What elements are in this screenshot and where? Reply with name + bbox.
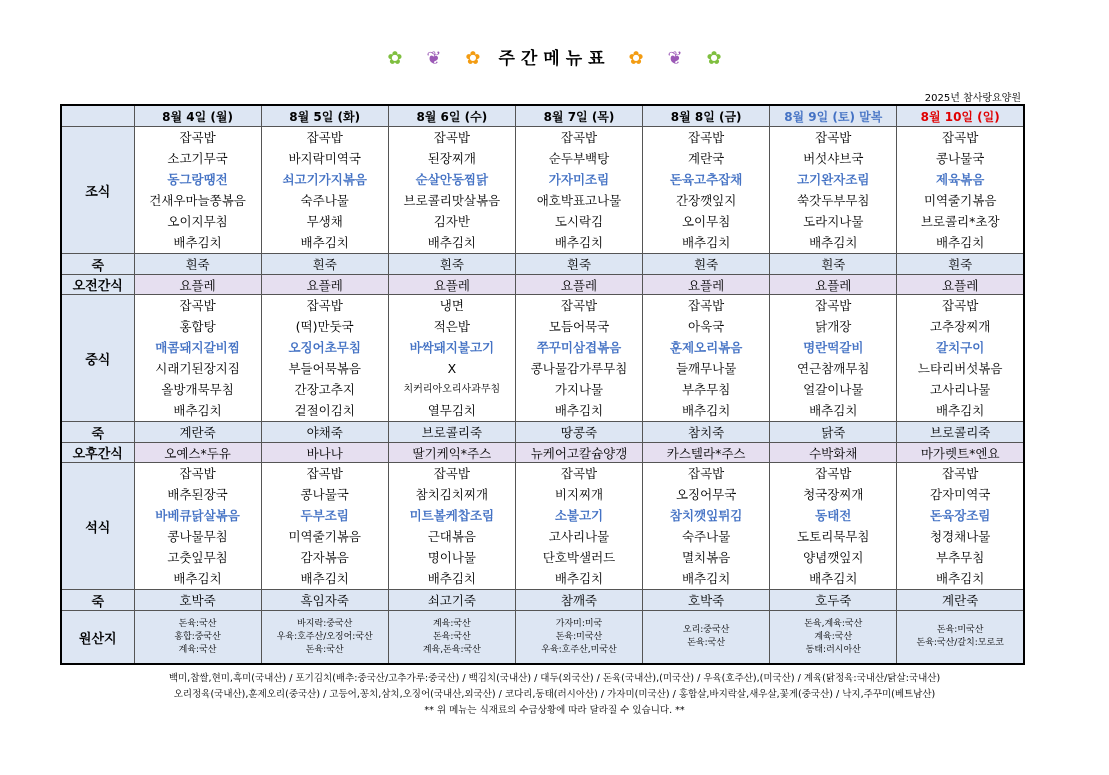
- menu-item: 훈제오리볶음: [669, 340, 743, 355]
- menu-item: 잡곡밥: [688, 466, 725, 481]
- am_snack-cell: 요플레: [515, 275, 642, 295]
- page-title-text: 주간메뉴표: [498, 49, 611, 69]
- menu-item: 동태전: [815, 508, 852, 523]
- menu-item: 오이무침: [681, 214, 731, 229]
- menu-item: 잡곡밥: [942, 130, 979, 145]
- menu-item: 배추김치: [427, 235, 476, 250]
- meal-label: 석식: [61, 463, 134, 590]
- menu-item: 잡곡밥: [560, 130, 598, 145]
- menu-item: 배추김치: [554, 235, 604, 250]
- menu-item: 비지찌개: [554, 487, 604, 502]
- breakfast_porridge-cell: 흰죽: [897, 254, 1024, 275]
- breakfast-cell: [134, 127, 261, 254]
- menu-item: 명이나물: [427, 550, 476, 565]
- menu-item: 부추무침: [681, 382, 731, 397]
- menu-item: 브로콜리*초장: [920, 214, 1000, 229]
- menu-item: 돈육장조림: [929, 508, 991, 523]
- menu-item: 부들어묵볶음: [288, 361, 361, 376]
- origin-line: 동태:러시아산: [805, 644, 861, 655]
- menu-item: 부추무침: [936, 550, 985, 565]
- origin-cell: [897, 611, 1024, 665]
- menu-item: 무생채: [306, 214, 343, 229]
- pm_snack-cell: 마가렛트*엔요: [897, 443, 1024, 463]
- dinner_porridge-cell: 호박죽: [134, 590, 261, 611]
- menu-item: 배추김치: [936, 571, 985, 586]
- day-header: 8월 4일 (월): [134, 105, 261, 127]
- menu-item: 가자미조림: [548, 172, 610, 187]
- lunch-cell: [897, 295, 1024, 422]
- breakfast_porridge-cell: 흰죽: [261, 254, 388, 275]
- menu-item: 감자미역국: [929, 487, 991, 502]
- menu-item: 고사리나물: [548, 529, 610, 544]
- meal-label: 원산지: [61, 611, 134, 665]
- organization-name: 2025년 참사랑요양원: [924, 93, 1021, 104]
- menu-item: 미역줄기볶음: [923, 193, 997, 208]
- menu-item: 잡곡밥: [815, 466, 852, 481]
- lunch_porridge-cell: 계란죽: [134, 422, 261, 443]
- menu-item: 애호박표고나물: [536, 193, 622, 208]
- origin-line: 우육:호주산/오징어:국산: [276, 631, 373, 642]
- meal-label: 죽: [61, 590, 134, 611]
- menu-item: 명란떡갈비: [803, 340, 864, 355]
- menu-item: 숙주나물: [681, 529, 731, 544]
- breakfast_porridge-cell: 흰죽: [388, 254, 515, 275]
- menu-item: 홍합탕: [179, 319, 216, 334]
- menu-item: 닭개장: [815, 319, 852, 334]
- origin-line: 돈육:국산: [305, 644, 344, 655]
- menu-item: 잡곡밥: [433, 466, 470, 481]
- lunch_porridge-cell: 브로콜리죽: [897, 422, 1024, 443]
- menu-item: 잡곡밥: [560, 466, 598, 481]
- menu-item: 잡곡밥: [942, 466, 979, 481]
- breakfast_porridge-cell: 흰죽: [134, 254, 261, 275]
- menu-item: 제육볶음: [936, 172, 985, 187]
- menu-item: 시래기된장지짐: [155, 361, 240, 376]
- menu-item: 계란국: [688, 151, 725, 166]
- menu-item: 근대볶음: [427, 529, 476, 544]
- dinner_porridge-cell: 참깨죽: [515, 590, 642, 611]
- disclaimer-note: ** 위 메뉴는 식재료의 수급상황에 따라 달라질 수 있습니다. **: [424, 705, 685, 716]
- day-header: 8월 9일 (토) 말복: [770, 105, 897, 127]
- dinner_porridge-cell: 쇠고기죽: [388, 590, 515, 611]
- day-header-row: [61, 105, 1024, 127]
- lunch-cell: [134, 295, 261, 422]
- am_snack-row: [61, 275, 1024, 295]
- am_snack-cell: 요플레: [770, 275, 897, 295]
- menu-item: 두부조림: [300, 508, 349, 523]
- pm_snack-cell: 오예스*두유: [134, 443, 261, 463]
- lunch-row: [61, 295, 1024, 422]
- origin-line: 오리:중국산: [682, 625, 730, 635]
- menu-item: 오징어무국: [675, 487, 737, 502]
- menu-item: 모듬어묵국: [548, 319, 610, 334]
- origin-line: 계육:국산: [178, 644, 217, 655]
- menu-item: 배추김치: [427, 571, 476, 586]
- dinner-cell: [134, 463, 261, 590]
- menu-item: 미역줄기볶음: [288, 529, 361, 544]
- am_snack-cell: 요플레: [643, 275, 770, 295]
- origin-line: 돈육:미국산: [936, 625, 984, 635]
- page-title: [0, 44, 1109, 69]
- menu-item: 느타리버섯볶음: [917, 361, 1003, 376]
- am_snack-cell: 요플레: [134, 275, 261, 295]
- menu-item: 배추김치: [809, 403, 858, 418]
- menu-item: 김자반: [433, 214, 470, 229]
- lunch_porridge-row: [61, 422, 1024, 443]
- day-header: 8월 5일 (화): [261, 105, 388, 127]
- menu-item: 참치깻잎튀김: [669, 508, 743, 523]
- breakfast-cell: [897, 127, 1024, 254]
- flower-icon: ❦: [667, 48, 683, 69]
- lunch-cell: [388, 295, 515, 422]
- origin-cell: [134, 611, 261, 665]
- menu-item: 배추김치: [681, 571, 731, 586]
- lunch_porridge-cell: 야채죽: [261, 422, 388, 443]
- lunch-cell: [515, 295, 642, 422]
- menu-item: 배추김치: [554, 571, 604, 586]
- flower-icon: ✿: [387, 48, 403, 69]
- dinner-cell: [643, 463, 770, 590]
- menu-item: 배추김치: [554, 403, 604, 418]
- dinner-cell: [897, 463, 1024, 590]
- menu-item: 고사리나물: [929, 382, 991, 397]
- breakfast-cell: [643, 127, 770, 254]
- menu-item: 고춧잎무침: [167, 550, 228, 565]
- menu-item: 배추김치: [936, 235, 985, 250]
- origin-line: 돈육:국산: [178, 618, 217, 629]
- menu-item: 브로콜리맛살볶음: [403, 193, 501, 208]
- origin-line: 계육:국산: [432, 618, 471, 629]
- menu-item: 청경채나물: [929, 529, 991, 544]
- menu-item: 오이지무침: [167, 214, 228, 229]
- menu-item: 아욱국: [688, 319, 725, 334]
- menu-table: [60, 104, 1025, 665]
- breakfast-cell: [770, 127, 897, 254]
- menu-item: (떡)만둣국: [295, 319, 354, 334]
- menu-item: 멸치볶음: [681, 550, 731, 565]
- menu-item: 도시락김: [554, 214, 604, 229]
- menu-item: 순살안동찜닭: [415, 172, 489, 187]
- origin-line: 돈육:국산/갈치:모로코: [916, 638, 1004, 648]
- pm_snack-cell: 카스텔라*주스: [643, 443, 770, 463]
- menu-item: 배추김치: [809, 571, 858, 586]
- menu-item: 배추김치: [300, 235, 349, 250]
- menu-item: X: [447, 361, 457, 376]
- menu-item: 얼갈이나물: [803, 382, 864, 397]
- origin-note: 백미,찹쌀,현미,흑미(국내산) / 포기김치(배추:중국산/고추가루:중국산) / 백김치(국내산) / 대두(외국산) / 돈육(국내산),(미국산) / 우육(호주산),(미국산) / 계육(닭정육:국내산/닭살:국내산): [168, 673, 941, 684]
- origin-cell: [515, 611, 642, 665]
- breakfast_porridge-cell: 흰죽: [643, 254, 770, 275]
- menu-item: 고기완자조림: [797, 172, 870, 187]
- dinner_porridge-cell: 호박죽: [643, 590, 770, 611]
- lunch-cell: [261, 295, 388, 422]
- lunch_porridge-cell: 땅콩죽: [515, 422, 642, 443]
- origin-line: 돈육:국산: [687, 638, 726, 648]
- menu-item: 매콤돼지갈비찜: [155, 340, 240, 355]
- menu-item: 쭈꾸미삼겹볶음: [536, 340, 622, 355]
- menu-item: 잡곡밥: [306, 298, 343, 313]
- dinner_porridge-cell: 흑임자죽: [261, 590, 388, 611]
- menu-item: 열무김치: [427, 403, 476, 418]
- lunch_porridge-cell: 닭죽: [770, 422, 897, 443]
- origin-line: 돈육,계육:국산: [804, 618, 863, 629]
- am_snack-cell: 요플레: [261, 275, 388, 295]
- origin-cell: [261, 611, 388, 665]
- menu-item: 연근참깨무침: [797, 361, 870, 376]
- menu-item: 양념깻잎지: [803, 550, 864, 565]
- menu-item: 잡곡밥: [815, 298, 852, 313]
- menu-item: 치커리아오리사과무침: [403, 384, 501, 395]
- menu-item: 냉면: [439, 298, 464, 313]
- meal-label: 조식: [61, 127, 134, 254]
- pm_snack-cell: 수박화채: [770, 443, 897, 463]
- dinner_porridge-row: [61, 590, 1024, 611]
- dinner-cell: [261, 463, 388, 590]
- breakfast_porridge-cell: 흰죽: [770, 254, 897, 275]
- am_snack-cell: 요플레: [388, 275, 515, 295]
- menu-item: 잡곡밥: [179, 466, 216, 481]
- menu-item: 배추김치: [173, 571, 222, 586]
- origin-line: 계육,돈육:국산: [422, 644, 481, 655]
- menu-item: 잡곡밥: [560, 298, 598, 313]
- menu-item: 참치김치찌개: [415, 487, 489, 502]
- menu-item: 콩나물국: [300, 487, 349, 502]
- menu-item: 배추김치: [936, 403, 985, 418]
- menu-item: 들깨무나물: [675, 361, 737, 376]
- flower-icon: ✿: [706, 48, 722, 69]
- origin-cell: [388, 611, 515, 665]
- lunch_porridge-cell: 참치죽: [643, 422, 770, 443]
- flower-icon: ✿: [465, 48, 481, 69]
- dinner-cell: [515, 463, 642, 590]
- dinner-cell: [388, 463, 515, 590]
- dinner-cell: [770, 463, 897, 590]
- origin-line: 가자미:미국: [555, 618, 603, 629]
- menu-item: 소고기무국: [167, 151, 228, 166]
- day-header: 8월 6일 (수): [388, 105, 515, 127]
- pm_snack-cell: 바나나: [261, 443, 388, 463]
- lunch-cell: [770, 295, 897, 422]
- menu-item: 갈치구이: [936, 340, 985, 355]
- menu-item: 잡곡밥: [688, 130, 725, 145]
- menu-item: 배추된장국: [167, 487, 228, 502]
- meal-label: 죽: [61, 422, 134, 443]
- menu-item: 버섯샤브국: [803, 151, 864, 166]
- menu-item: 고추장찌개: [929, 319, 991, 334]
- menu-item: 배추김치: [173, 235, 222, 250]
- menu-item: 잡곡밥: [306, 130, 343, 145]
- menu-item: 감자볶음: [300, 550, 349, 565]
- pm_snack-cell: 뉴케어고칼슘양갱: [515, 443, 642, 463]
- menu-item: 쇠고기가지볶음: [282, 172, 367, 187]
- menu-item: 잡곡밥: [942, 298, 979, 313]
- day-header: 8월 7일 (목): [515, 105, 642, 127]
- menu-item: 잡곡밥: [815, 130, 852, 145]
- menu-item: 오징어초무침: [288, 340, 361, 355]
- menu-item: 배추김치: [681, 403, 731, 418]
- origin-line: 바지락:중국산: [297, 618, 353, 629]
- day-header: 8월 10일 (일): [897, 105, 1024, 127]
- menu-item: 배추김치: [173, 403, 222, 418]
- menu-item: 청국장찌개: [803, 487, 864, 502]
- menu-item: 잡곡밥: [688, 298, 725, 313]
- breakfast-cell: [261, 127, 388, 254]
- menu-item: 바싹돼지불고기: [409, 340, 495, 355]
- day-header: 8월 8일 (금): [643, 105, 770, 127]
- flower-icon: ✿: [628, 48, 644, 69]
- menu-item: 된장찌개: [427, 151, 476, 166]
- flower-icon: ❦: [426, 48, 442, 69]
- lunch_porridge-cell: 브로콜리죽: [388, 422, 515, 443]
- menu-item: 건새우마늘쫑볶음: [149, 193, 246, 208]
- menu-item: 잡곡밥: [179, 298, 216, 313]
- meal-label: 죽: [61, 254, 134, 275]
- origin-line: 홍합:중국산: [174, 631, 221, 642]
- menu-item: 배추김치: [300, 571, 349, 586]
- breakfast_porridge-cell: 흰죽: [515, 254, 642, 275]
- pm_snack-row: [61, 443, 1024, 463]
- menu-item: 간장고추지: [294, 382, 355, 397]
- menu-item: 동그랑땡전: [167, 172, 228, 187]
- menu-item: 순두부백탕: [548, 151, 610, 166]
- menu-item: 단호박샐러드: [542, 550, 616, 565]
- menu-item: 올방개묵무침: [161, 382, 234, 397]
- menu-item: 배추김치: [681, 235, 731, 250]
- lunch-cell: [643, 295, 770, 422]
- breakfast-cell: [515, 127, 642, 254]
- menu-item: 잡곡밥: [433, 130, 470, 145]
- breakfast_porridge-row: [61, 254, 1024, 275]
- menu-item: 도토리묵무침: [797, 529, 870, 544]
- menu-item: 잡곡밥: [179, 130, 216, 145]
- corner-cell: [61, 105, 134, 127]
- dinner_porridge-cell: 계란죽: [897, 590, 1024, 611]
- menu-item: 미트볼케찹조림: [409, 508, 495, 523]
- menu-item: 도라지나물: [803, 214, 864, 229]
- menu-item: 콩나물국: [936, 151, 985, 166]
- origin-note: 오리정육(국내산),훈제오리(중국산) / 고등어,꽁치,삼치,오징어(국내산,외국산) / 코다리,동태(러시아산) / 가자미(미국산) / 홍합살,바지락살,새우살,꽃게(중국산) / 낙지,주꾸미(베트남산): [173, 689, 936, 700]
- pm_snack-cell: 딸기케익*주스: [388, 443, 515, 463]
- breakfast-row: [61, 127, 1024, 254]
- origin-cell: [770, 611, 897, 665]
- origin-cell: [643, 611, 770, 665]
- origin-line: 돈육:미국산: [555, 631, 603, 642]
- menu-item: 바지락미역국: [288, 151, 361, 166]
- breakfast-cell: [388, 127, 515, 254]
- origin-line: 계육:국산: [814, 631, 853, 642]
- am_snack-cell: 요플레: [897, 275, 1024, 295]
- origin-line: 우육:호주산,미국산: [541, 644, 617, 655]
- meal-label: 오후간식: [61, 443, 134, 463]
- dinner_porridge-cell: 호두죽: [770, 590, 897, 611]
- origin-line: 돈육:국산: [432, 631, 471, 642]
- menu-item: 겉절이김치: [294, 403, 355, 418]
- menu-item: 숙주나물: [300, 193, 349, 208]
- menu-item: 가지나물: [554, 382, 604, 397]
- meal-label: 오전간식: [61, 275, 134, 295]
- menu-item: 적은밥: [433, 319, 470, 334]
- menu-item: 쑥갓두부무침: [797, 193, 870, 208]
- origin-row: [61, 611, 1024, 665]
- menu-item: 잡곡밥: [306, 466, 343, 481]
- meal-label: 중식: [61, 295, 134, 422]
- menu-item: 콩나물감가루무침: [530, 361, 628, 376]
- menu-item: 돈육고추잡채: [669, 172, 743, 187]
- menu-item: 배추김치: [809, 235, 858, 250]
- dinner-row: [61, 463, 1024, 590]
- menu-item: 콩나물무침: [167, 529, 228, 544]
- menu-item: 바베큐닭살볶음: [155, 508, 240, 523]
- menu-item: 간장깻잎지: [675, 193, 737, 208]
- menu-item: 소불고기: [554, 508, 604, 523]
